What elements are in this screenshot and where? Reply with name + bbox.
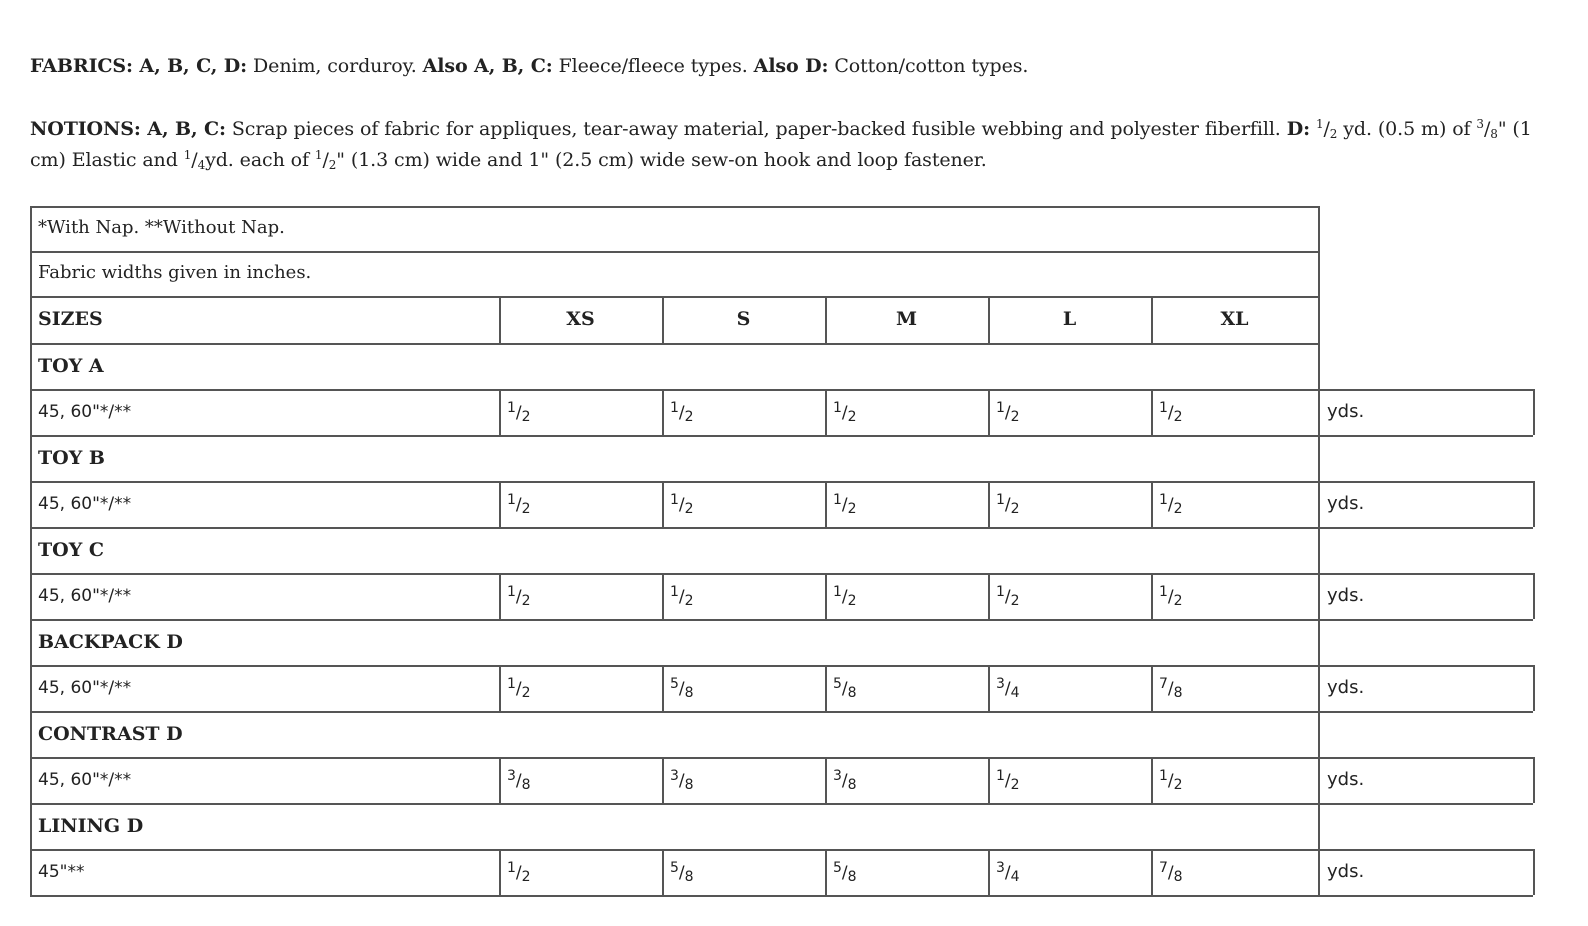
section-title: BACKPACK D	[38, 631, 183, 653]
fabric-width-label: 45"**	[38, 862, 85, 882]
table-rule	[30, 343, 1318, 345]
row-bottom-rule	[30, 435, 1533, 437]
notions-text-5: " (1.3 cm) wide and 1" (2.5 cm) wide sew-on hook and loop fastener.	[336, 149, 987, 171]
section-title: TOY A	[38, 355, 104, 377]
sizes-label: SIZES	[38, 308, 103, 330]
fabric-width-label: 45, 60"*/**	[38, 678, 132, 698]
yardage-fraction: 3/8	[833, 768, 857, 793]
row-bottom-rule	[30, 619, 1533, 621]
fabric-width-label: 45, 60"*/**	[38, 402, 132, 422]
table-col-rule	[662, 481, 664, 527]
row-bottom-rule	[30, 527, 1533, 529]
yardage-fraction: 1/2	[1159, 400, 1183, 425]
table-col-rule	[988, 481, 990, 527]
table-col-rule	[988, 849, 990, 895]
notions-text-4: yd. each of	[205, 149, 315, 171]
table-border-top	[30, 206, 1318, 208]
yardage-fraction: 1/2	[996, 400, 1020, 425]
unit-right-rule	[1533, 757, 1535, 803]
table-col-rule	[499, 481, 501, 527]
yardage-fraction: 1/2	[833, 492, 857, 517]
table-col-rule	[1151, 849, 1153, 895]
row-bottom-rule	[30, 803, 1533, 805]
table-col-rule	[662, 389, 664, 435]
fabric-width-label: 45, 60"*/**	[38, 586, 132, 606]
table-col-rule	[499, 573, 501, 619]
table-col-rule	[825, 665, 827, 711]
table-rule	[30, 251, 1318, 253]
notions-text-1: Scrap pieces of fabric for appliques, tear-away material, paper-backed fusible webbing and polyester fiberfill.	[225, 118, 1287, 140]
notions-text-3: " (1 cm) Elastic and	[30, 118, 1532, 171]
fraction-numerator: 1	[314, 148, 323, 162]
yardage-fraction: 1/2	[1159, 768, 1183, 793]
table-col-rule	[662, 573, 664, 619]
fabrics-text-1: Denim, corduroy.	[247, 55, 423, 77]
unit-label: yds.	[1327, 401, 1365, 422]
yardage-fraction: 1/2	[1159, 492, 1183, 517]
table-col-rule	[1151, 665, 1153, 711]
table-col-rule	[499, 757, 501, 803]
fraction-denominator: 8	[1490, 127, 1498, 141]
yardage-fraction: 5/8	[833, 860, 857, 885]
fabrics-label: FABRICS: A, B, C, D:	[30, 55, 248, 77]
size-header-xl: XL	[1220, 308, 1249, 330]
notions-label: NOTIONS: A, B, C:	[30, 118, 226, 140]
size-header-s: S	[736, 308, 751, 330]
section-title: TOY B	[38, 447, 105, 469]
notions-paragraph: NOTIONS: A, B, C: Scrap pieces of fabric for appliques, tear-away material, paper-backed fusible webbing and polyester fiberfill. D: $^1/_2$ yd. (0.5 m) of $^3/_8$" (1 cm) Elastic and $^1/_4yd$. each of $^1/_2$" (1.3 cm) wide and 1" (2.5 cm) wide sew-on hook and loop fastener.	[30, 117, 1532, 172]
yardage-fraction: 5/8	[670, 676, 694, 701]
table-col-rule	[499, 389, 501, 435]
yardage-fraction: 3/8	[670, 768, 694, 793]
section-title: TOY C	[38, 539, 104, 561]
fraction-denominator: 2	[328, 158, 337, 172]
yardage-fraction: 1/2	[833, 584, 857, 609]
unit-right-rule	[1533, 573, 1535, 619]
yardage-fraction: 1/2	[996, 768, 1020, 793]
table-border-right	[1318, 206, 1320, 895]
fabrics-text-2: Fleece/fleece types.	[552, 55, 754, 77]
table-col-rule	[662, 757, 664, 803]
size-header-m: M	[895, 308, 918, 330]
yardage-fraction: 7/8	[1159, 860, 1183, 885]
table-col-rule	[825, 389, 827, 435]
table-col-rule	[988, 665, 990, 711]
yardage-fraction: 1/2	[670, 400, 694, 425]
section-title: CONTRAST D	[38, 723, 183, 745]
fabrics-text-3: Cotton/cotton types.	[828, 55, 1029, 77]
row-top-rule	[30, 573, 1533, 575]
fabric-width-label: 45, 60"*/**	[38, 770, 132, 790]
yardage-fraction: 1/2	[507, 400, 531, 425]
fraction-denominator: 4	[197, 158, 206, 172]
table-col-rule	[662, 665, 664, 711]
fraction-numerator: 1	[183, 148, 192, 162]
yardage-fraction: 7/8	[1159, 676, 1183, 701]
unit-label: yds.	[1327, 861, 1365, 882]
fraction-numerator: 3	[1476, 117, 1484, 131]
row-top-rule	[30, 665, 1533, 667]
unit-label: yds.	[1327, 585, 1365, 606]
size-header-xs: XS	[566, 308, 595, 330]
yardage-fraction: 3/4	[996, 860, 1020, 885]
table-col-rule	[499, 665, 501, 711]
yardage-fraction: 1/2	[507, 860, 531, 885]
yardage-fraction: 1/2	[1159, 584, 1183, 609]
table-col-rule	[825, 481, 827, 527]
table-col-rule	[1151, 757, 1153, 803]
fraction-denominator: 2	[1329, 127, 1338, 141]
table-col-rule	[825, 849, 827, 895]
unit-right-rule	[1533, 665, 1535, 711]
yardage-fraction: 1/2	[833, 400, 857, 425]
yardage-fraction: 1/2	[670, 584, 694, 609]
section-title: LINING D	[38, 815, 144, 837]
table-col-rule	[988, 757, 990, 803]
table-col-rule	[1151, 389, 1153, 435]
yardage-fraction: 3/8	[507, 768, 531, 793]
unit-right-rule	[1533, 849, 1535, 895]
notions-text-2: yd. (0.5 m) of	[1337, 118, 1477, 140]
table-rule	[30, 296, 1318, 298]
row-bottom-rule	[30, 711, 1533, 713]
table-col-rule	[988, 573, 990, 619]
unit-label: yds.	[1327, 769, 1365, 790]
note-nap: *With Nap. **Without Nap.	[38, 217, 285, 238]
row-top-rule	[30, 757, 1533, 759]
table-col-rule	[825, 757, 827, 803]
yardage-fraction: 5/8	[670, 860, 694, 885]
row-bottom-rule	[30, 895, 1533, 897]
fabric-width-label: 45, 60"*/**	[38, 494, 132, 514]
note-widths: Fabric widths given in inches.	[38, 262, 312, 283]
table-col-rule	[499, 849, 501, 895]
row-top-rule	[30, 389, 1533, 391]
unit-label: yds.	[1327, 493, 1365, 514]
table-col-rule	[988, 389, 990, 435]
row-top-rule	[30, 849, 1533, 851]
unit-label: yds.	[1327, 677, 1365, 698]
yardage-fraction: 1/2	[670, 492, 694, 517]
yardage-fraction: 1/2	[507, 676, 531, 701]
notions-d-label: D:	[1286, 118, 1310, 140]
table-col-rule	[825, 573, 827, 619]
row-top-rule	[30, 481, 1533, 483]
fraction-numerator: 1	[1315, 117, 1324, 131]
size-header-l: L	[1062, 308, 1077, 330]
yardage-fraction: 1/2	[996, 492, 1020, 517]
yardage-fraction: 5/8	[833, 676, 857, 701]
table-col-rule	[1151, 573, 1153, 619]
yardage-fraction: 1/2	[507, 584, 531, 609]
yardage-fraction: 3/4	[996, 676, 1020, 701]
table-col-rule	[662, 849, 664, 895]
yardage-fraction: 1/2	[507, 492, 531, 517]
fabrics-also-1: Also A, B, C:	[422, 55, 553, 77]
table-col-rule	[1151, 481, 1153, 527]
fabrics-also-2: Also D:	[753, 55, 829, 77]
yardage-fraction: 1/2	[996, 584, 1020, 609]
unit-right-rule	[1533, 389, 1535, 435]
unit-right-rule	[1533, 481, 1535, 527]
table-border-left	[30, 206, 32, 895]
